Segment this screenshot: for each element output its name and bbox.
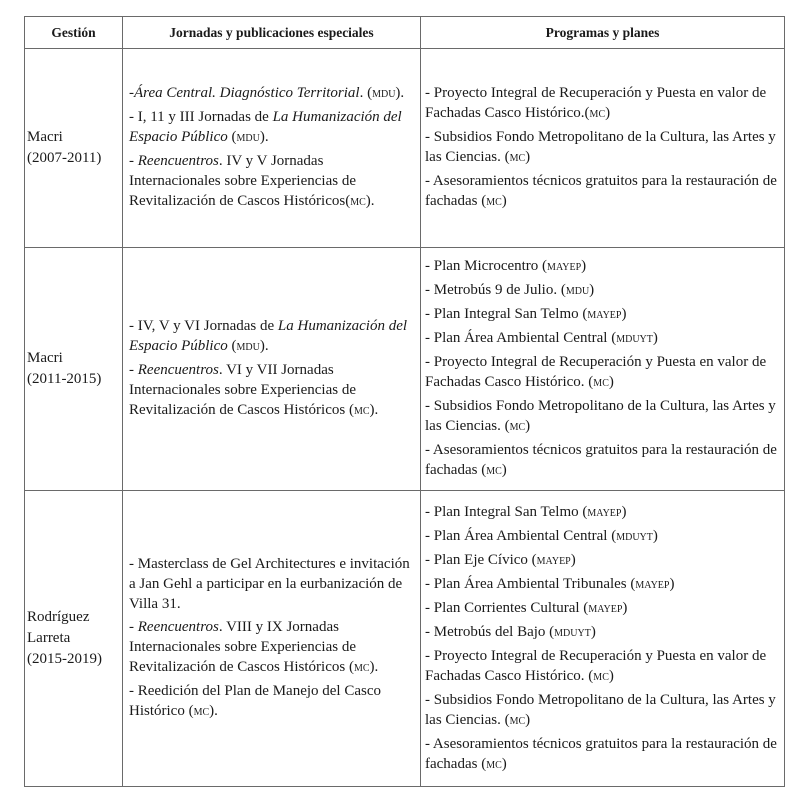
header-jornadas: Jornadas y publicaciones especiales bbox=[123, 17, 421, 49]
org-abbr: mayep bbox=[587, 307, 622, 322]
jornada-item bbox=[129, 554, 414, 614]
org-abbr: mduyt bbox=[616, 331, 653, 346]
programa-text: - Plan Integral San Telmo ( bbox=[425, 503, 588, 520]
jornada-item bbox=[129, 681, 414, 722]
programa-text: - Plan Área Ambiental Central ( bbox=[425, 330, 617, 346]
programa-item bbox=[425, 83, 780, 124]
org-abbr: mc bbox=[589, 106, 606, 121]
org-abbr: mc bbox=[353, 660, 370, 675]
table-row bbox=[25, 491, 785, 787]
programa-end: ) bbox=[622, 599, 628, 616]
jornada-title: Reencuentros bbox=[137, 153, 219, 169]
jornada-text: - IV, V y VI Jornadas de bbox=[129, 318, 278, 334]
programa-item bbox=[425, 646, 780, 687]
jornada-title: Área Central. Diagnóstico Territorial bbox=[134, 85, 360, 101]
programa-item bbox=[425, 328, 780, 349]
programa-item bbox=[425, 574, 780, 595]
jornadas-cell bbox=[123, 49, 421, 248]
programa-text: - Asesoramientos técnicos gratuitos para la restauración de fachadas ( bbox=[425, 442, 777, 478]
org-abbr: mc bbox=[350, 194, 366, 209]
jornada-text: ( bbox=[227, 338, 237, 354]
jornada-text: ). bbox=[209, 703, 218, 719]
programa-end: ) bbox=[501, 755, 507, 772]
programa-text: - Proyecto Integral de Recuperación y Puesta en valor de Fachadas Casco Histórico. ( bbox=[425, 354, 767, 390]
programa-item bbox=[425, 622, 780, 643]
programa-item bbox=[425, 256, 780, 277]
programa-item bbox=[425, 526, 780, 547]
org-abbr: mdu bbox=[236, 339, 260, 354]
programas-cell bbox=[421, 248, 785, 491]
gestion-cell bbox=[25, 49, 123, 248]
programa-end: ) bbox=[570, 551, 576, 568]
programa-text: - Subsidios Fondo Metropolitano de la Cultura, las Artes y las Ciencias. ( bbox=[425, 129, 776, 165]
jornada-text: - bbox=[129, 619, 138, 635]
org-abbr: mc bbox=[593, 375, 609, 390]
org-abbr: mdu bbox=[372, 86, 396, 101]
programa-item bbox=[425, 352, 780, 393]
programa-text: - Plan Microcentro ( bbox=[425, 258, 548, 274]
jornada-text: . VI y VII Jornadas Internacionales sobre Experiencias de Revitalización de Cascos Históricos ( bbox=[129, 362, 356, 418]
programa-end: ) bbox=[605, 105, 611, 121]
gestion-line: Larreta bbox=[27, 630, 71, 646]
programa-item bbox=[425, 440, 780, 481]
org-abbr: mc bbox=[486, 463, 502, 478]
jornadas-cell bbox=[123, 491, 421, 787]
jornada-text: ). bbox=[369, 659, 379, 675]
header-gestion: Gestión bbox=[25, 17, 123, 49]
programas-cell bbox=[421, 49, 785, 248]
org-abbr: mdu bbox=[236, 130, 260, 145]
policy-table bbox=[24, 16, 785, 787]
jornada-text: - I, 11 y III Jornadas de bbox=[129, 109, 273, 125]
programa-text: - Subsidios Fondo Metropolitano de la Cultura, las Artes y las Ciencias. ( bbox=[425, 691, 776, 728]
jornada-item bbox=[129, 360, 414, 421]
gestion-line: Macri bbox=[27, 129, 63, 145]
programa-end: ) bbox=[525, 149, 531, 165]
jornada-text: . ( bbox=[359, 85, 373, 101]
jornada-title: Reencuentros bbox=[137, 362, 219, 378]
gestion-line: Rodríguez bbox=[27, 609, 90, 625]
programa-text: - Asesoramientos técnicos gratuitos para la restauración de fachadas ( bbox=[425, 173, 777, 209]
programa-item bbox=[425, 304, 780, 325]
programa-end: ) bbox=[652, 330, 658, 346]
programa-end: ) bbox=[652, 527, 658, 544]
programa-text: - Metrobús 9 de Julio. ( bbox=[425, 282, 566, 298]
org-abbr: mayep bbox=[588, 600, 623, 616]
gestion-line: (2007-2011) bbox=[27, 150, 102, 166]
org-abbr: mduyt bbox=[616, 528, 653, 544]
jornada-text: - bbox=[129, 362, 138, 378]
programa-item bbox=[425, 171, 780, 212]
programa-end: ) bbox=[581, 258, 587, 274]
jornada-text: - Masterclass de Gel Architectures e invitación a Jan Gehl a participar en la eurbanización de Villa 31. bbox=[129, 556, 410, 612]
org-abbr: mc bbox=[353, 403, 370, 418]
programa-end: ) bbox=[525, 418, 531, 434]
jornada-item bbox=[129, 83, 414, 104]
programa-end: ) bbox=[608, 374, 614, 390]
jornadas-cell bbox=[123, 248, 421, 491]
programa-text: - Proyecto Integral de Recuperación y Puesta en valor de Fachadas Casco Histórico.( bbox=[425, 85, 767, 121]
org-abbr: mc bbox=[486, 756, 502, 772]
programa-text: - Asesoramientos técnicos gratuitos para la restauración de fachadas ( bbox=[425, 735, 777, 772]
org-abbr: mc bbox=[486, 194, 502, 209]
jornada-text: . VIII y IX Jornadas Internacionales sobre Experiencias de Revitalización de Cascos Históricos ( bbox=[129, 619, 356, 675]
programas-cell bbox=[421, 491, 785, 787]
programa-item bbox=[425, 734, 780, 775]
programa-item bbox=[425, 690, 780, 731]
gestion-line: (2011-2015) bbox=[27, 371, 102, 387]
jornada-text: - Reedición del Plan de Manejo del Casco Histórico ( bbox=[129, 683, 382, 719]
org-abbr: mdu bbox=[565, 283, 590, 298]
jornada-item bbox=[129, 107, 414, 148]
programa-text: - Plan Eje Cívico ( bbox=[425, 551, 537, 568]
programa-end: ) bbox=[589, 282, 595, 298]
org-abbr: mc bbox=[509, 712, 526, 728]
programa-text: - Plan Corrientes Cultural ( bbox=[425, 599, 589, 616]
org-abbr: mc bbox=[509, 150, 526, 165]
org-abbr: mc bbox=[593, 668, 609, 684]
jornada-title: La Humanización del Espacio Público bbox=[129, 109, 402, 145]
header-row bbox=[25, 17, 785, 49]
programa-text: - Proyecto Integral de Recuperación y Puesta en valor de Fachadas Casco Histórico. ( bbox=[425, 647, 767, 684]
jornada-item bbox=[129, 316, 414, 357]
programa-item bbox=[425, 502, 780, 523]
org-abbr: mc bbox=[193, 704, 210, 719]
org-abbr: mayep bbox=[547, 259, 582, 274]
programa-end: ) bbox=[501, 462, 507, 478]
jornada-text: . IV y V Jornadas Internacionales sobre Experiencias de Revitalización de Cascos Históricos( bbox=[129, 153, 356, 209]
programa-end: ) bbox=[525, 711, 531, 728]
programa-end: ) bbox=[621, 306, 627, 322]
gestion-line: (2015-2019) bbox=[27, 651, 102, 667]
gestion-cell bbox=[25, 248, 123, 491]
jornada-text: ). bbox=[259, 129, 269, 145]
programa-end: ) bbox=[590, 623, 596, 640]
jornada-text: ). bbox=[369, 402, 379, 418]
programa-text: - Subsidios Fondo Metropolitano de la Cultura, las Artes y las Ciencias. ( bbox=[425, 398, 776, 434]
org-abbr: mduyt bbox=[554, 624, 591, 640]
programa-text: - Plan Integral San Telmo ( bbox=[425, 306, 588, 322]
jornada-text: - bbox=[129, 153, 138, 169]
programa-item bbox=[425, 280, 780, 301]
org-abbr: mayep bbox=[635, 576, 670, 592]
org-abbr: mc bbox=[509, 419, 526, 434]
programa-item bbox=[425, 598, 780, 619]
jornada-text: ( bbox=[227, 129, 237, 145]
org-abbr: mayep bbox=[536, 552, 571, 568]
programa-item bbox=[425, 127, 780, 168]
programa-end: ) bbox=[608, 667, 614, 684]
jornada-text: ). bbox=[259, 338, 269, 354]
programa-text: - Plan Área Ambiental Tribunales ( bbox=[425, 575, 636, 592]
jornada-text: - bbox=[129, 85, 134, 101]
jornada-title: La Humanización del Espacio Público bbox=[129, 318, 408, 354]
programa-end: ) bbox=[621, 503, 627, 520]
jornada-title: Reencuentros bbox=[137, 619, 219, 635]
programa-text: - Plan Área Ambiental Central ( bbox=[425, 527, 617, 544]
header-programas: Programas y planes bbox=[421, 17, 785, 49]
jornada-text: ). bbox=[395, 85, 405, 101]
jornada-text: ). bbox=[365, 193, 375, 209]
programa-item bbox=[425, 550, 780, 571]
table-row bbox=[25, 248, 785, 491]
table-row bbox=[25, 49, 785, 248]
jornada-item bbox=[129, 151, 414, 212]
programa-end: ) bbox=[669, 575, 675, 592]
gestion-line: Macri bbox=[27, 350, 63, 366]
programa-end: ) bbox=[501, 193, 507, 209]
programa-text: - Metrobús del Bajo ( bbox=[425, 623, 555, 640]
gestion-cell bbox=[25, 491, 123, 787]
org-abbr: mayep bbox=[587, 504, 622, 520]
programa-item bbox=[425, 396, 780, 437]
jornada-item bbox=[129, 617, 414, 678]
